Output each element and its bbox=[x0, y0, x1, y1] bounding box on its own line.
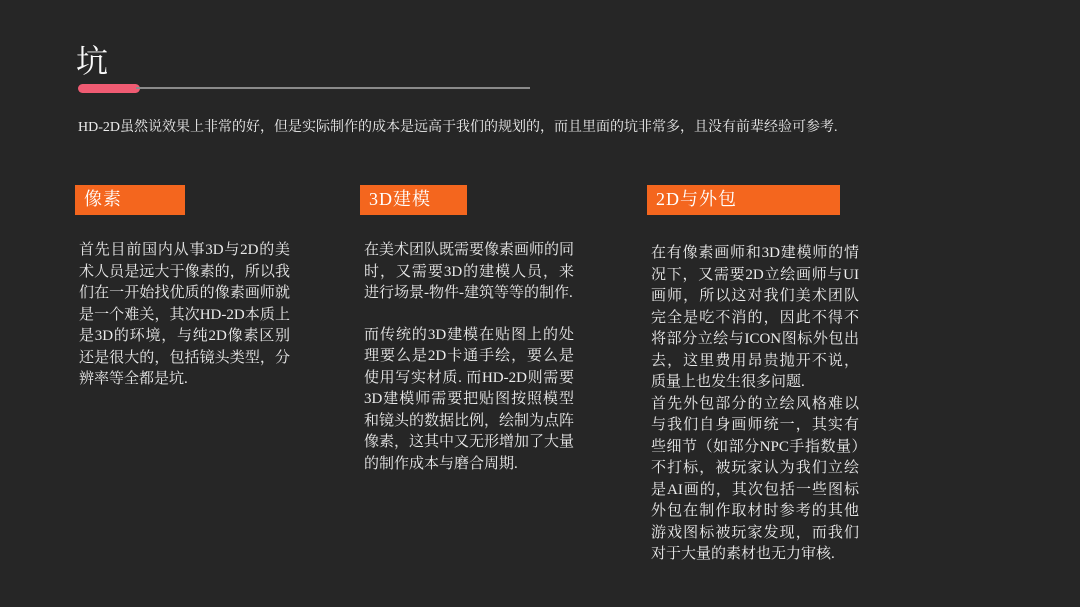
column-2d-outsourcing-body bbox=[647, 243, 859, 566]
title-divider bbox=[78, 83, 530, 93]
page-title: 坑 bbox=[76, 43, 110, 79]
column-pixel-header: 像素 bbox=[75, 185, 185, 215]
divider-accent-bar bbox=[78, 84, 140, 93]
column-3d-modeling-paragraph-2: 而传统的3D建模在贴图上的处理要么是2D卡通手绘，要么是使用写实材质. 而HD-2D则需要3D建模师需要把贴图按照模型和镜头的数据比例，绘制为点阵像素，这其中又无形增加了大量的制作成本与磨合周期. bbox=[364, 326, 575, 472]
column-2d-outsourcing bbox=[647, 185, 859, 566]
column-pixel-body bbox=[75, 240, 290, 391]
column-pixel bbox=[75, 185, 290, 391]
column-2d-outsourcing-paragraph-2: 首先外包部分的立绘风格难以与我们自身画师统一，其实有些细节（如部分NPC手指数量）不打标，被玩家认为我们立绘是AI画的，其次包括一些图标外包在制作取材时参考的其他游戏图标被玩家发现，而我们对于大量的素材也无力审核. bbox=[651, 395, 859, 562]
column-3d-modeling-body bbox=[360, 240, 574, 475]
column-3d-modeling-header: 3D建模 bbox=[360, 185, 467, 215]
column-2d-outsourcing-paragraph-1: 在有像素画师和3D建模师的情况下，又需要2D立绘画师与UI画师，所以这对我们美术团队完全是吃不消的，因此不得不将部分立绘与ICON图标外包出去，这里费用昂贵抛开不说，质量上也发生很多问题. bbox=[651, 245, 859, 390]
column-3d-modeling bbox=[360, 185, 574, 475]
intro-text: HD-2D虽然说效果上非常的好，但是实际制作的成本是远高于我们的规划的，而且里面的坑非常多，且没有前辈经验可参考. bbox=[78, 120, 838, 135]
column-pixel-paragraph-1: 首先目前国内从事3D与2D的美术人员是远大于像素的，所以我们在一开始找优质的像素画师就是一个难关，其次HD-2D本质上是3D的环境，与纯2D像素区别还是很大的，包括镜头类型，分辨率等全都是坑. bbox=[79, 242, 290, 387]
column-2d-outsourcing-header: 2D与外包 bbox=[647, 185, 840, 215]
divider-line bbox=[136, 87, 530, 89]
column-3d-modeling-paragraph-1: 在美术团队既需要像素画师的同时，又需要3D的建模人员，来进行场景-物件-建筑等等的制作. bbox=[364, 242, 575, 301]
